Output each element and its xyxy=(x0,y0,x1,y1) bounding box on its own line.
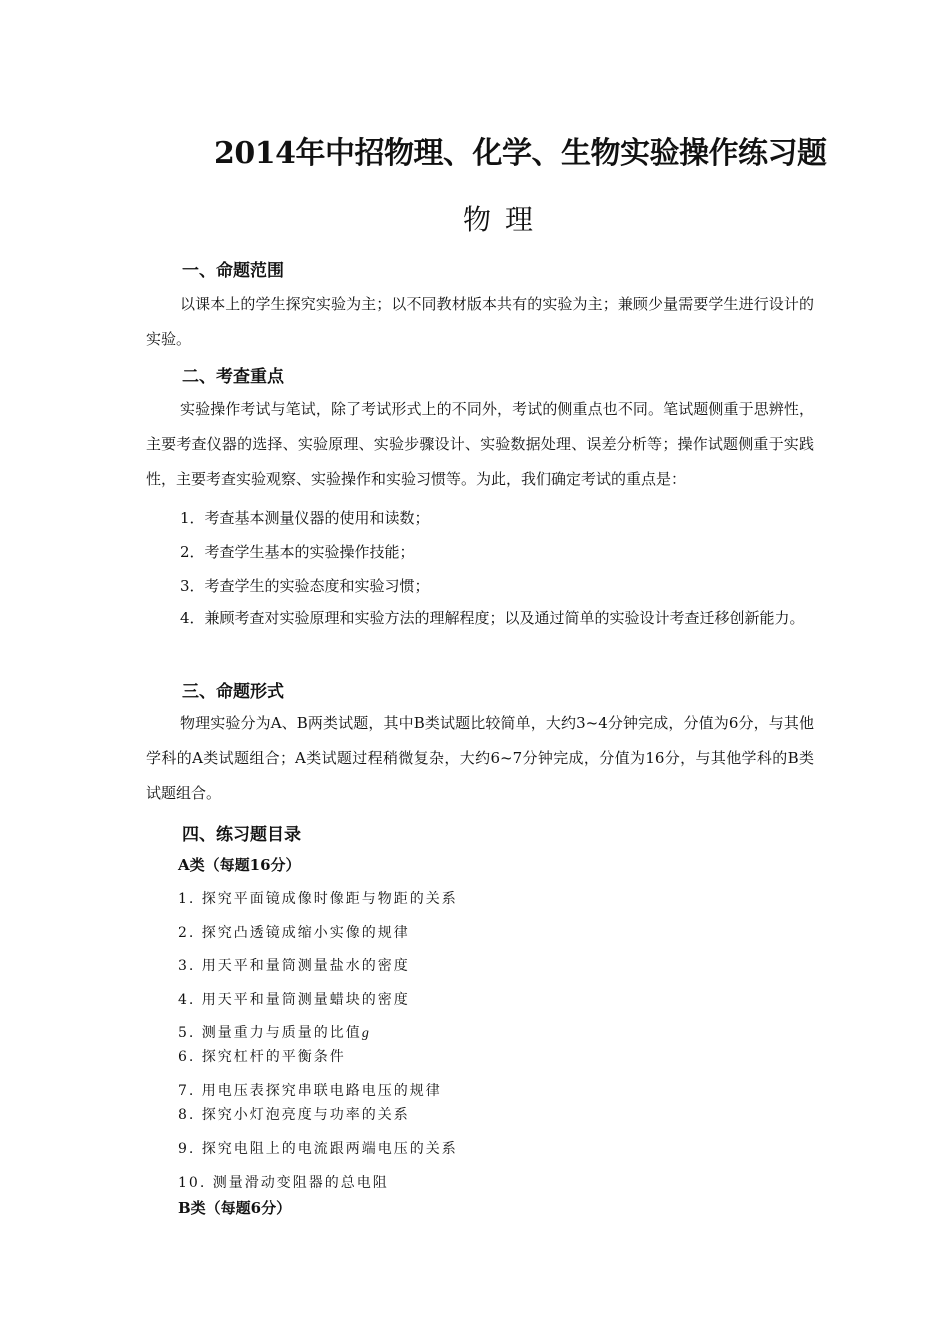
exercise-item: 7. 用电压表探究串联电路电压的规律 xyxy=(178,1083,442,1099)
exercise-item: 2. 探究凸透镜成缩小实像的规律 xyxy=(178,925,410,941)
exercise-item: 9. 探究电阻上的电流跟两端电压的关系 xyxy=(178,1141,458,1157)
category-b-label: B类（每题6分） xyxy=(178,1199,292,1217)
section-heading-focus: 二、考查重点 xyxy=(182,367,284,387)
exercise-item: 10. 测量滑动变阻器的总电阻 xyxy=(178,1175,389,1191)
section-heading-format: 三、命题形式 xyxy=(182,682,284,702)
section-heading-scope: 一、命题范围 xyxy=(182,261,284,281)
category-a-label: A类（每题16分） xyxy=(178,856,301,874)
focus-point-4: 4．兼顾考查对实验原理和实验方法的理解程度；以及通过简单的实验设计考查迁移创新能力。 xyxy=(180,609,805,627)
exercise-item-5-text: 5. 测量重力与质量的比值 xyxy=(178,1025,362,1041)
exercise-item: 1. 探究平面镜成像时像距与物距的关系 xyxy=(178,891,458,907)
exercise-item: 4. 用天平和量筒测量蜡块的密度 xyxy=(178,992,410,1008)
section-format-text: 物理实验分为A、B两类试题，其中B类试题比较简单，大约3~4分钟完成，分值为6分，与其他学科的A类试题组合；A类试题过程稍微复杂，大约6~7分钟完成，分值为16分，与其他学科的B类试题组合。 xyxy=(146,714,814,802)
focus-point-1: 1．考查基本测量仪器的使用和读数； xyxy=(180,509,430,527)
exercise-item: 8. 探究小灯泡亮度与功率的关系 xyxy=(178,1107,410,1123)
focus-point-3: 3．考查学生的实验态度和实验习惯； xyxy=(180,577,430,595)
gravity-ratio-symbol: g xyxy=(361,1026,369,1041)
section-heading-catalog: 四、练习题目录 xyxy=(182,825,301,845)
document-title: 2014年中招物理、化学、生物实验操作练习题 xyxy=(214,136,827,171)
section-focus-text: 实验操作考试与笔试，除了考试形式上的不同外，考试的侧重点也不同。笔试题侧重于思辨性，主要考查仪器的选择、实验原理、实验步骤设计、实验数据处理、误差分析等；操作试题侧重于实践性，主要考查实验观察、实验操作和实验习惯等。为此，我们确定考试的重点是： xyxy=(146,400,814,488)
exercise-item: 3. 用天平和量筒测量盐水的密度 xyxy=(178,958,410,974)
subject-heading: 物理 xyxy=(462,203,547,236)
exercise-item xyxy=(178,1022,369,1042)
exercise-item: 6. 探究杠杆的平衡条件 xyxy=(178,1049,346,1065)
section-scope-text: 以课本上的学生探究实验为主；以不同教材版本共有的实验为主；兼顾少量需要学生进行设计的实验。 xyxy=(146,295,814,348)
focus-point-2: 2．考查学生基本的实验操作技能； xyxy=(180,543,415,561)
